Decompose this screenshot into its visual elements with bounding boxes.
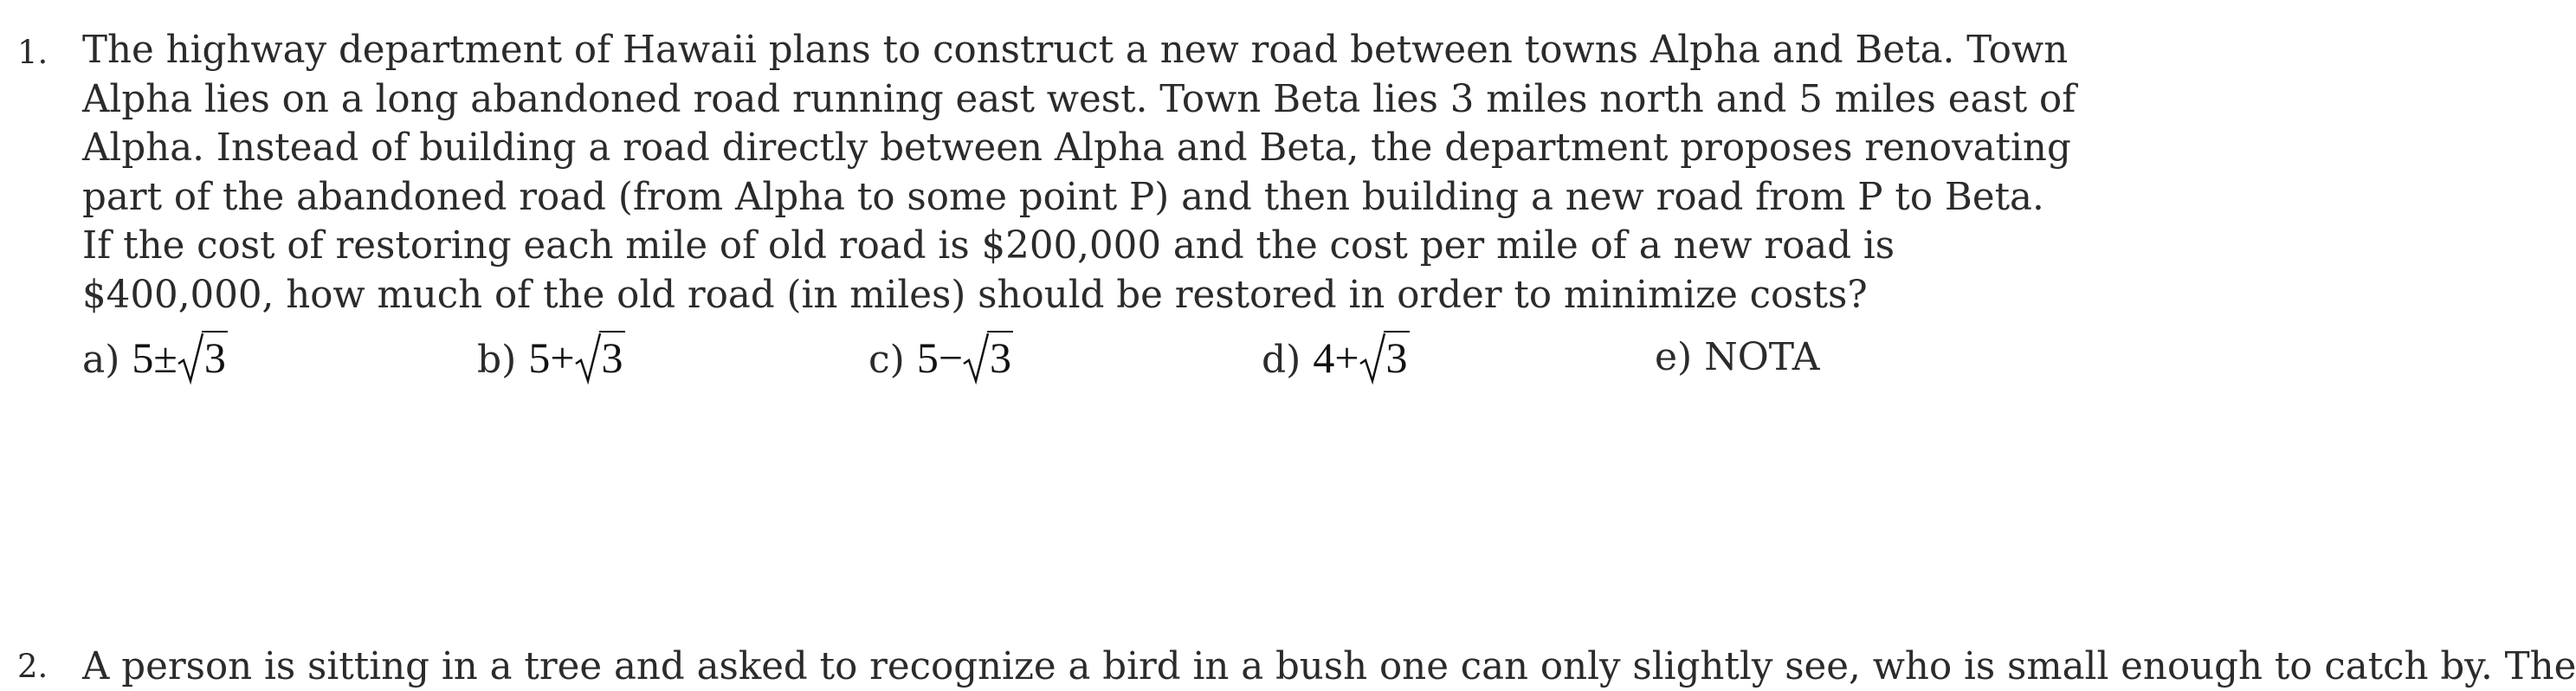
statement-line: part of the abandoned road (from Alpha to some point P) and then building a new road from P to Beta. bbox=[82, 175, 2044, 219]
choice-prefix: 4+ bbox=[1313, 333, 1359, 382]
sqrt-symbol bbox=[963, 327, 1013, 388]
choice-prefix: 5± bbox=[132, 333, 178, 382]
choice-math bbox=[528, 333, 624, 382]
choice-text: NOTA bbox=[1704, 335, 1820, 379]
radicand: 3 bbox=[987, 331, 1013, 383]
choice-d bbox=[1262, 327, 1410, 391]
next-problem-partial-line: A person is sitting in a tree and asked to recognize a bird in a bush one can only slightly see, who is small enough to catch by. The bbox=[82, 645, 2576, 688]
choice-b bbox=[477, 327, 625, 391]
statement-line: The highway department of Hawaii plans to construct a new road between towns Alpha and Beta. Town bbox=[82, 29, 2069, 72]
choice-a bbox=[82, 327, 228, 391]
choice-prefix: 5+ bbox=[528, 333, 575, 382]
choice-e bbox=[1655, 327, 1820, 388]
problem-number: 1. bbox=[17, 34, 48, 71]
problem-statement bbox=[82, 26, 2076, 320]
radical-sign-icon bbox=[963, 333, 989, 383]
choice-label: b) bbox=[477, 338, 517, 382]
radical-sign-icon bbox=[1359, 333, 1385, 383]
choice-c bbox=[868, 327, 1013, 391]
sqrt-symbol bbox=[178, 327, 228, 388]
radical-sign-icon bbox=[575, 333, 601, 383]
choice-math bbox=[1313, 333, 1409, 382]
radicand: 3 bbox=[1384, 331, 1410, 383]
next-problem-number: 2. bbox=[17, 648, 48, 685]
choice-math bbox=[132, 333, 227, 382]
choice-label: c) bbox=[868, 338, 905, 382]
statement-line: $400,000, how much of the old road (in miles) should be restored in order to minimize costs? bbox=[82, 273, 1868, 317]
radicand: 3 bbox=[599, 331, 625, 383]
choice-label: d) bbox=[1262, 338, 1301, 382]
statement-line: Alpha lies on a long abandoned road running east west. Town Beta lies 3 miles north and 5 miles east of bbox=[82, 77, 2076, 121]
answer-choices bbox=[0, 327, 2030, 388]
choice-prefix: 5− bbox=[916, 333, 964, 382]
sqrt-symbol bbox=[575, 327, 625, 388]
choice-label: a) bbox=[82, 338, 120, 382]
choice-label: e) bbox=[1655, 335, 1693, 379]
statement-line: If the cost of restoring each mile of old road is $200,000 and the cost per mile of a new road is bbox=[82, 224, 1895, 268]
choice-math bbox=[917, 333, 1013, 382]
sqrt-symbol bbox=[1359, 327, 1410, 388]
statement-line: Alpha. Instead of building a road directly between Alpha and Beta, the department proposes renovating bbox=[82, 126, 2071, 170]
radicand: 3 bbox=[202, 331, 228, 383]
radical-sign-icon bbox=[178, 333, 203, 383]
